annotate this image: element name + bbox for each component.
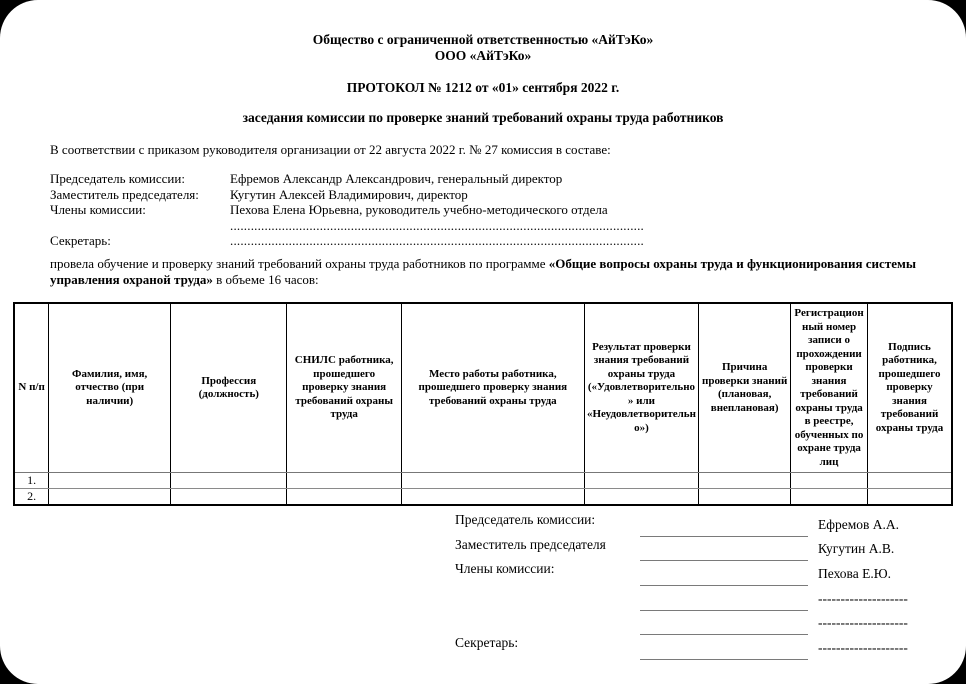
commission-row <box>50 218 920 234</box>
table-header-cell: Результат проверки знания требований охраны труда («Удовлетворительно» или «Неудовлетворительно») <box>584 303 698 473</box>
table-cell-empty <box>401 473 584 489</box>
commission-member-value: Кугутин Алексей Владимирович, директор <box>230 186 468 202</box>
signature-label: Члены комиссии: <box>455 561 555 577</box>
dotted-fill-line: ........................................................................................................................ <box>230 233 644 249</box>
signature-row <box>455 537 908 562</box>
commission-role-label: Секретарь: <box>50 233 111 249</box>
org-name-block <box>0 32 966 63</box>
program-text-prefix: провела обучение и проверку знаний требований охраны труда работников по программе <box>50 256 549 271</box>
table-header-cell: Фамилия, имя, отчество (при наличии) <box>49 303 171 473</box>
intro-paragraph: В соответствии с приказом руководителя организации от 22 августа 2022 г. № 27 комиссия в составе: <box>50 142 611 157</box>
signature-label: Секретарь: <box>455 635 519 651</box>
table-header-cell: Регистрационный номер записи о прохождении проверки знания требований охраны труда в реестре, обученных по охране труда лиц <box>791 303 868 473</box>
table-header-cell: Профессия (должность) <box>171 303 287 473</box>
table-cell-empty <box>171 473 287 489</box>
table-cell-empty <box>287 473 401 489</box>
commission-row <box>50 187 920 203</box>
protocol-title: ПРОТОКОЛ № 1212 от «01» сентября 2022 г. <box>346 80 620 95</box>
table-header-cell: N п/п <box>14 303 49 473</box>
table-cell-empty <box>287 489 401 506</box>
signature-line <box>640 634 808 660</box>
commission-row <box>50 233 920 249</box>
org-name-short: ООО «АйТэКо» <box>434 47 532 63</box>
signature-name: -------------------- <box>818 590 908 606</box>
signature-label: Председатель комиссии: <box>455 512 596 527</box>
protocol-subtitle: заседания комиссии по проверке знаний требований охраны труда работников <box>242 110 724 125</box>
program-title: «Общие вопросы охраны труда и функционирования системы управления охраной труда» <box>50 256 916 287</box>
signature-row <box>455 586 908 611</box>
row-number: 2. <box>14 489 49 506</box>
commission-role-label <box>50 218 230 234</box>
signature-line <box>640 511 808 537</box>
signature-name: Кугутин А.В. <box>818 541 895 557</box>
commission-role-label: Члены комиссии: <box>50 202 146 218</box>
signature-line <box>640 585 808 611</box>
table-row <box>14 473 952 489</box>
signature-label: Заместитель председателя <box>455 536 606 552</box>
program-text-suffix: в объеме 16 часов: <box>212 271 319 287</box>
signature-line <box>640 610 808 636</box>
signature-name: -------------------- <box>818 615 908 631</box>
table-cell-empty <box>868 489 952 506</box>
table-cell-empty <box>171 489 287 506</box>
signature-name: Пехова Е.Ю. <box>818 566 891 582</box>
signature-name: -------------------- <box>818 640 908 656</box>
org-name-full: Общество с ограниченной ответственностью «АйТэКо» <box>312 32 654 47</box>
table-cell-empty <box>699 489 791 506</box>
signature-line <box>640 536 808 562</box>
table-cell-empty <box>49 473 171 489</box>
signature-line <box>640 560 808 586</box>
signature-row <box>455 561 908 586</box>
commission-role-label: Заместитель председателя: <box>50 186 199 202</box>
table-cell-empty <box>401 489 584 506</box>
table-header-row <box>14 303 952 473</box>
table-cell-empty <box>791 489 868 506</box>
row-number: 1. <box>14 473 49 489</box>
commission-row <box>50 171 920 187</box>
commission-list <box>50 171 920 249</box>
table-cell-empty <box>584 473 698 489</box>
dotted-fill-line: ........................................................................................................................ <box>230 217 644 233</box>
table-row <box>14 489 952 506</box>
signature-row <box>455 611 908 636</box>
table-header-cell: Причина проверки знаний (плановая, внеплановая) <box>699 303 791 473</box>
table-header-cell: СНИЛС работника, прошедшего проверку знания требований охраны труда <box>287 303 401 473</box>
table-cell-empty <box>49 489 171 506</box>
signature-row <box>455 635 908 660</box>
commission-member-value: Пехова Елена Юрьевна, руководитель учебно-методического отдела <box>230 202 608 218</box>
commission-member-value: Ефремов Александр Александрович, генеральный директор <box>230 171 563 186</box>
program-paragraph <box>50 256 916 287</box>
commission-role-label: Председатель комиссии: <box>50 171 185 186</box>
table-cell-empty <box>791 473 868 489</box>
table-cell-empty <box>584 489 698 506</box>
table-header-cell: Место работы работника, прошедшего проверку знания требований охраны труда <box>401 303 584 473</box>
commission-row <box>50 202 920 218</box>
signature-name: Ефремов А.А. <box>818 516 900 532</box>
table-cell-empty <box>868 473 952 489</box>
signature-row <box>455 512 908 537</box>
table-cell-empty <box>699 473 791 489</box>
table-header-cell: Подпись работника, прошедшего проверку знания требований охраны труда <box>868 303 952 473</box>
signatures-block <box>455 512 908 660</box>
results-table <box>13 302 953 506</box>
